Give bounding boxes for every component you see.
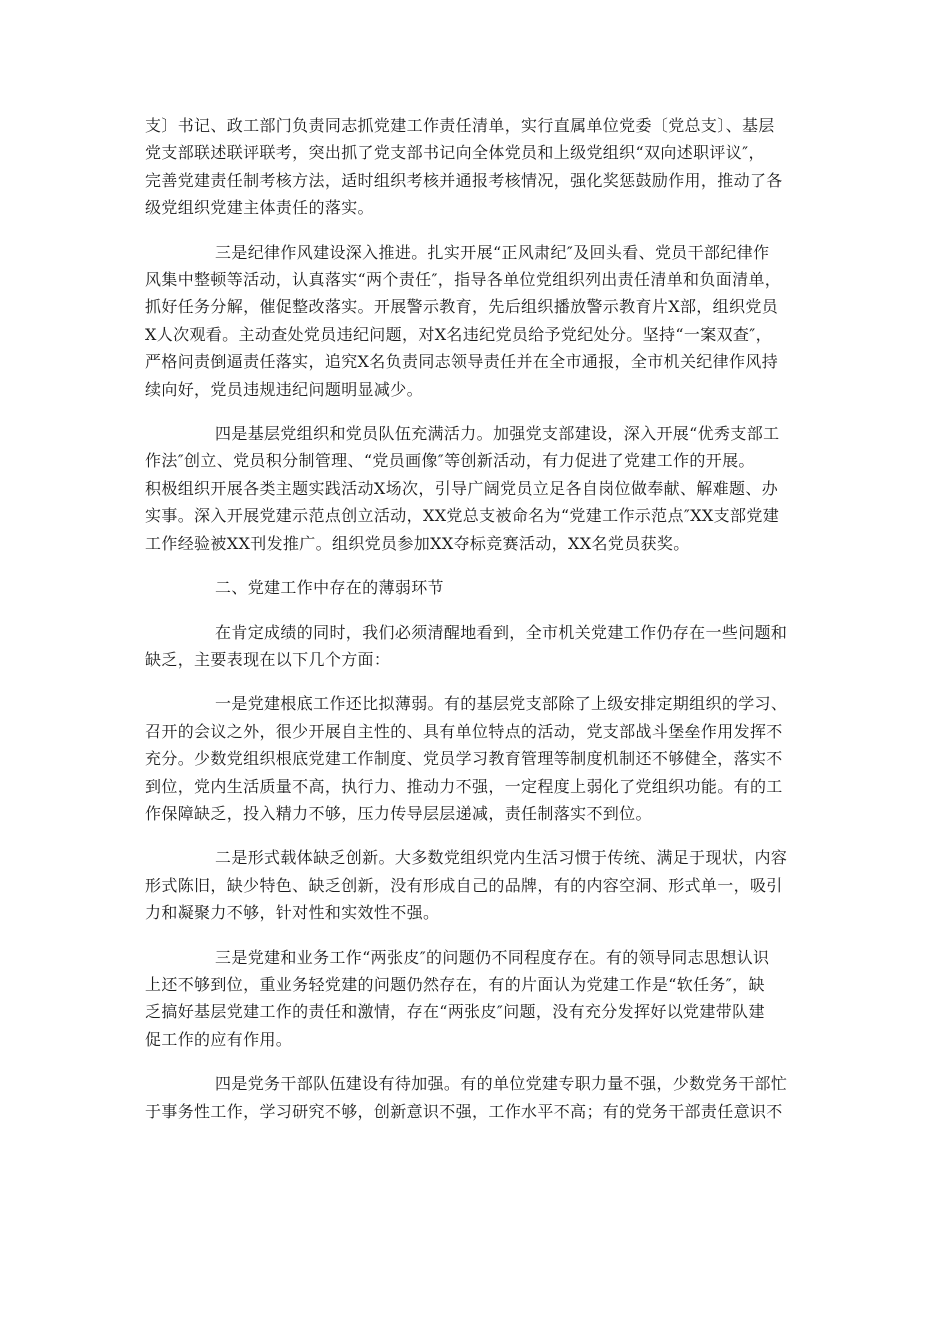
paragraph [145,944,810,1054]
paragraph [145,112,810,222]
paragraph [145,619,810,674]
paragraph [145,844,810,926]
text-line: 续向好，党员违规违纪问题明显减少。 [145,379,423,399]
text-line: 召开的会议之外，很少开展自主性的、具有单位特点的活动，党支部战斗堡垒作用发挥不 [145,721,783,741]
text-line: 充分。少数党组织根底党建工作制度、党员学习教育管理等制度机制还不够健全，落实不 [145,749,783,769]
text-line: 作保障缺乏，投入精力不够，压力传导层层递减，责任制落实不到位。 [145,803,652,823]
text-line: 风集中整顿等活动，认真落实“两个责任″，指导各单位党组织列出责任清单和负面清单， [145,270,782,290]
text-line: 力和凝聚力不够，针对性和实效性不强。 [145,903,440,923]
text-line: 党支部联述联评联考，突出抓了党支部书记向全体党员和上级党组织“双向述职评议″， [145,143,765,163]
text-line: 在肯定成绩的同时，我们必须清醒地看到，全市机关党建工作仍存在一些问题和 [215,622,788,642]
text-line: 二、党建工作中存在的薄弱环节 [215,578,444,598]
text-line: 缺乏，主要表现在以下几个方面： [145,649,391,669]
text-line: 促工作的应有作用。 [145,1029,293,1049]
text-line: 实事。深入开展党建示范点创立活动，XX党总支被命名为“党建工作示范点″XX支部党建 [145,506,780,526]
text-line: 上还不够到位，重业务轻党建的问题仍然存在，有的片面认为党建工作是“软任务″，缺 [145,974,765,994]
text-line: 三是党建和业务工作“两张皮″的问题仍不同程度存在。有的领导同志思想认识 [215,947,770,967]
text-line: 支〕书记、政工部门负责同志抓党建工作责任清单，实行直属单位党委〔党总支〕、基层 [145,116,775,135]
text-line: 完善党建责任制考核方法，适时组织考核并通报考核情况，强化奖惩鼓励作用，推动了各 [145,170,783,190]
text-line: 三是纪律作风建设深入推进。扎实开展“正风肃纪″及回头看、党员干部纪律作 [215,242,770,262]
section-heading [145,574,810,601]
paragraph [145,239,810,403]
text-line: 四是党务干部队伍建设有待加强。有的单位党建专职力量不强，少数党务干部忙 [215,1074,788,1094]
text-line: 乏搞好基层党建工作的责任和激情，存在“两张皮″问题，没有充分发挥好以党建带队建 [145,1002,765,1022]
paragraph [145,420,810,557]
paragraph [145,690,810,827]
paragraph [145,1070,810,1125]
text-line: 一是党建根底工作还比拟薄弱。有的基层党支部除了上级安排定期组织的学习、 [215,694,788,714]
text-line: 二是形式载体缺乏创新。大多数党组织党内生活习惯于传统、满足于现状，内容 [215,848,788,868]
text-line: 工作经验被XX刊发推广。组织党员参加XX夺标竞赛活动，XX名党员获奖。 [145,533,690,553]
text-line: 形式陈旧，缺少特色、缺乏创新，没有形成自己的品牌，有的内容空洞、形式单一，吸引 [145,875,783,895]
text-line: 于事务性工作，学习研究不够，创新意识不强，工作水平不高；有的党务干部责任意识不 [145,1101,783,1121]
text-line: 作法″创立、党员积分制管理、“党员画像″等创新活动，有力促进了党建工作的开展。 [145,451,755,471]
text-line: 积极组织开展各类主题实践活动X场次，引导广阔党员立足各自岗位做奉献、解难题、办 [145,478,779,498]
text-line: X人次观看。主动查处党员违纪问题，对X名违纪党员给予党纪处分。坚持“一案双查″， [145,324,772,344]
text-line: 到位，党内生活质量不高，执行力、推动力不强，一定程度上弱化了党组织功能。有的工 [145,776,783,796]
text-line: 四是基层党组织和党员队伍充满活力。加强党支部建设，深入开展“优秀支部工 [215,424,780,444]
text-line: 抓好任务分解，催促整改落实。开展警示教育，先后组织播放警示教育片X部，组织党员 [145,297,779,317]
text-line: 级党组织党建主体责任的落实。 [145,198,374,218]
text-line: 严格问责倒逼责任落实，追究X名负责同志领导责任并在全市通报，全市机关纪律作风持 [145,352,779,372]
document-page [145,112,810,1142]
